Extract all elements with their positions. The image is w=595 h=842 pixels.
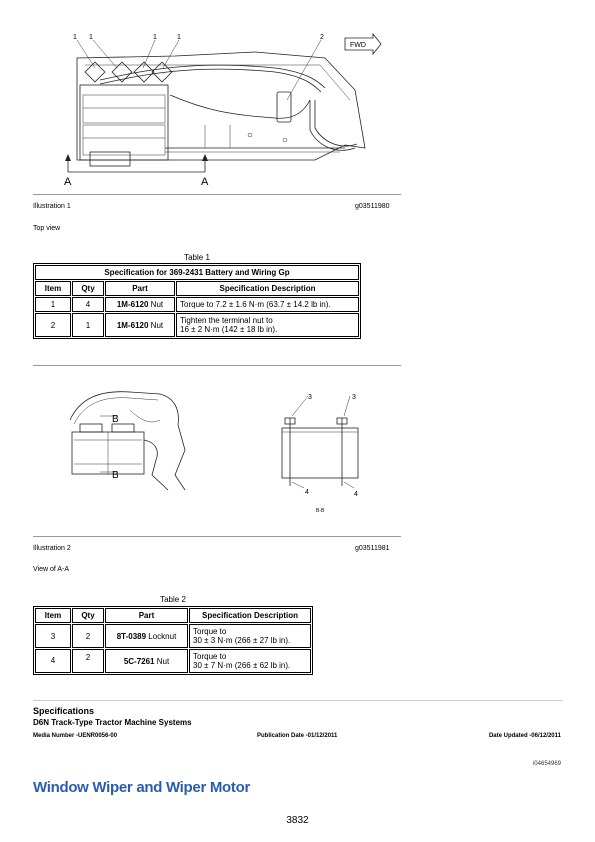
media-number: Media Number -UENR0056-00: [33, 733, 118, 739]
callout-1d: 1: [177, 34, 181, 41]
table-1-header-desc: Specification Description: [176, 281, 359, 296]
divider: [33, 700, 563, 701]
table-2-header-qty: Qty: [72, 608, 104, 623]
part-number: 1M-6120: [116, 320, 149, 330]
illustration-2-right-drawing: [270, 390, 370, 515]
table-2-header-part: Part: [105, 608, 188, 623]
part-name: Nut: [156, 656, 170, 666]
cell-desc: [176, 313, 359, 337]
cell-part: [105, 624, 188, 648]
section-mark-a-right: A: [201, 176, 209, 187]
illustration-1-code: g03511980: [355, 203, 390, 210]
cell-item: 2: [35, 313, 71, 337]
table-row: [35, 297, 359, 312]
callout-4a: 4: [305, 489, 309, 496]
table-1-header-item: Item: [35, 281, 71, 296]
illustration-2-left-drawing: [60, 380, 190, 505]
section-mark-a-left: A: [64, 176, 72, 187]
cell-part: [105, 649, 188, 673]
callout-1b: 1: [89, 34, 93, 41]
illustration-2-code: g03511981: [355, 545, 390, 552]
date-updated: Date Updated -06/12/2011: [488, 733, 561, 739]
table-row: [35, 313, 359, 337]
callout-1c: 1: [153, 34, 157, 41]
cell-item: 4: [35, 649, 71, 673]
table-2-caption: Table 2: [160, 595, 186, 604]
divider: [33, 194, 401, 195]
cell-qty: 1: [72, 313, 104, 337]
fwd-label: FWD: [350, 42, 366, 49]
illustration-1-drawing: [55, 30, 385, 187]
part-number: 5C-7261: [123, 656, 155, 666]
callout-3a: 3: [308, 394, 312, 401]
next-section-title: Window Wiper and Wiper Motor: [33, 779, 251, 796]
illustration-2-subcaption: View of A-A: [33, 566, 70, 573]
divider: [33, 365, 401, 366]
cell-qty: 4: [72, 297, 104, 312]
table-1-header-part: Part: [105, 281, 175, 296]
section-mark-b-bottom: B: [112, 470, 119, 481]
cell-qty: 2: [72, 649, 104, 673]
page-number: 3832: [286, 815, 309, 826]
callout-3b: 3: [352, 394, 356, 401]
section-label-b-b: B-B: [316, 508, 325, 514]
table-1-title: Specification for 369-2431 Battery and Wiring Gp: [35, 265, 359, 280]
cell-part: [105, 313, 175, 337]
table-2-header-item: Item: [35, 608, 71, 623]
cell-part: [105, 297, 175, 312]
divider: [33, 536, 401, 537]
part-name: Nut: [150, 300, 164, 309]
table-1-header-qty: Qty: [72, 281, 104, 296]
table-2-header-desc: Specification Description: [189, 608, 311, 623]
desc-line: 30 ± 7 N·m (266 ± 62 lb in).: [193, 661, 291, 670]
illustration-2-caption: Illustration 2: [33, 545, 71, 552]
cell-item: 1: [35, 297, 71, 312]
illustration-1-caption: Illustration 1: [33, 203, 71, 210]
cell-desc: [176, 297, 359, 312]
table-1-caption: Table 1: [184, 253, 210, 262]
cell-desc: [189, 624, 311, 648]
desc-line: 30 ± 3 N·m (266 ± 27 lb in).: [193, 636, 291, 645]
part-name: Nut: [150, 320, 164, 330]
part-name: Locknut: [148, 631, 177, 641]
publication-date: Publication Date -01/12/2011: [257, 733, 338, 739]
part-number: 1M-6120: [116, 300, 149, 309]
doc-id: i04654969: [532, 761, 561, 767]
cell-item: 3: [35, 624, 71, 648]
illustration-1-subcaption: Top view: [33, 225, 61, 232]
table-1: [33, 263, 361, 339]
callout-1a: 1: [73, 34, 77, 41]
desc-line: 16 ± 2 N·m (142 ± 18 lb in).: [180, 325, 278, 334]
section-mark-b-top: B: [112, 414, 119, 425]
table-2: [33, 606, 313, 675]
desc-line: Tighten the terminal nut to: [180, 316, 273, 325]
cell-qty: 2: [72, 624, 104, 648]
callout-2: 2: [320, 34, 324, 41]
desc-line: Torque to 7.2 ± 1.6 N·m (63.7 ± 14.2 lb in).: [180, 300, 331, 309]
machine-title: D6N Track-Type Tractor Machine Systems: [33, 718, 192, 727]
part-number: 8T-0389: [116, 631, 147, 641]
callout-4b: 4: [354, 491, 358, 498]
section-heading: Specifications: [33, 706, 95, 716]
desc-line: Torque to: [193, 627, 227, 636]
desc-line: Torque to: [193, 652, 227, 661]
table-row: [35, 624, 311, 648]
table-row: [35, 649, 311, 673]
cell-desc: [189, 649, 311, 673]
